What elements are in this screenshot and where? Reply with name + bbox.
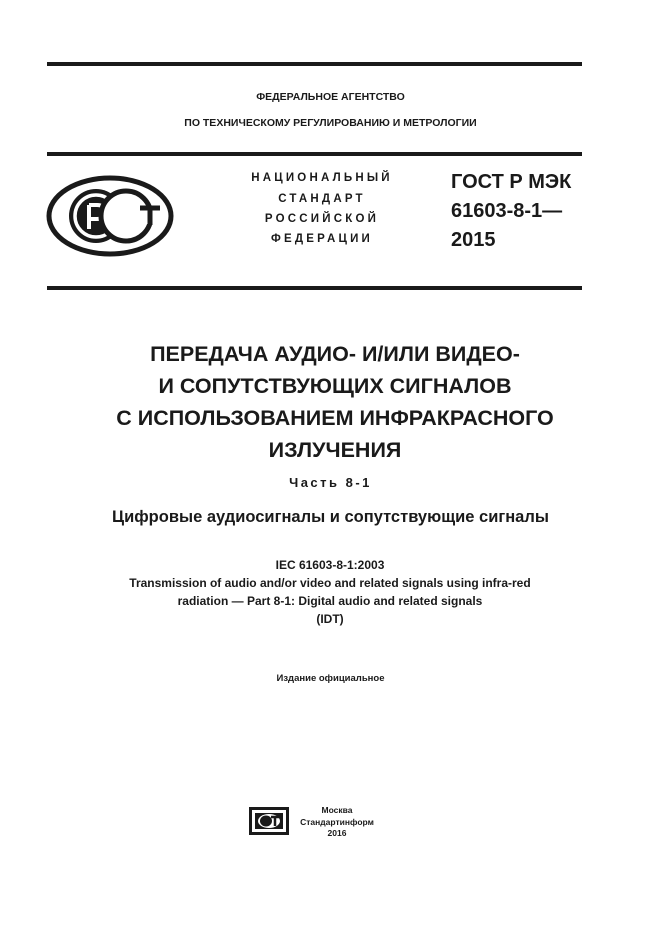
title-line-2: И СОПУТСТВУЮЩИХ СИГНАЛОВ	[158, 374, 512, 398]
top-rule	[47, 62, 582, 66]
standard-type-line-3: РОССИЙСКОЙ	[264, 213, 380, 225]
iec-line-3: radiation — Part 8-1: Digital audio and related signals	[177, 594, 483, 608]
title-line-3: С ИСПОЛЬЗОВАНИЕМ ИНФРАКРАСНОГО	[116, 406, 554, 430]
agency-line-2: ПО ТЕХНИЧЕСКОМУ РЕГУЛИРОВАНИЮ И МЕТРОЛОГИИ	[184, 117, 477, 129]
middle-rule	[47, 152, 582, 156]
iec-line-4: (IDT)	[316, 612, 344, 626]
agency-line-1: ФЕДЕРАЛЬНОЕ АГЕНТСТВО	[256, 91, 405, 103]
designation-line-2: 61603-8-1—	[451, 200, 563, 222]
standard-type-line-4: ФЕДЕРАЦИИ	[270, 233, 374, 245]
publisher-city: Москва	[321, 805, 353, 815]
designation-line-1: ГОСТ Р МЭК	[451, 171, 572, 193]
designation-line-3: 2015	[451, 229, 496, 251]
standard-type-line-2: СТАНДАРТ	[278, 193, 366, 205]
document-title	[60, 338, 610, 466]
edition-label: Издание официальное	[276, 673, 385, 684]
part-label: Часть 8-1	[289, 475, 372, 490]
designation	[451, 168, 571, 255]
lower-rule	[47, 286, 582, 290]
standard-type-line-1: НАЦИОНАЛЬНЫЙ	[251, 172, 393, 184]
iec-line-1: IEC 61603-8-1:2003	[275, 558, 385, 572]
title-line-1: ПЕРЕДАЧА АУДИО- И/ИЛИ ВИДЕО-	[150, 342, 520, 366]
international-reference	[90, 556, 570, 628]
subtitle: Цифровые аудиосигналы и сопутствующие сигналы	[112, 508, 549, 526]
publisher-name: Стандартинформ	[300, 816, 374, 827]
publisher-block	[292, 805, 382, 840]
rst-logo-icon	[46, 175, 174, 257]
standartinform-logo-icon	[248, 806, 290, 836]
title-line-4: ИЗЛУЧЕНИЯ	[268, 438, 402, 462]
iec-line-2: Transmission of audio and/or video and related signals using infra-red	[129, 576, 531, 590]
publisher-year: 2016	[327, 828, 347, 838]
